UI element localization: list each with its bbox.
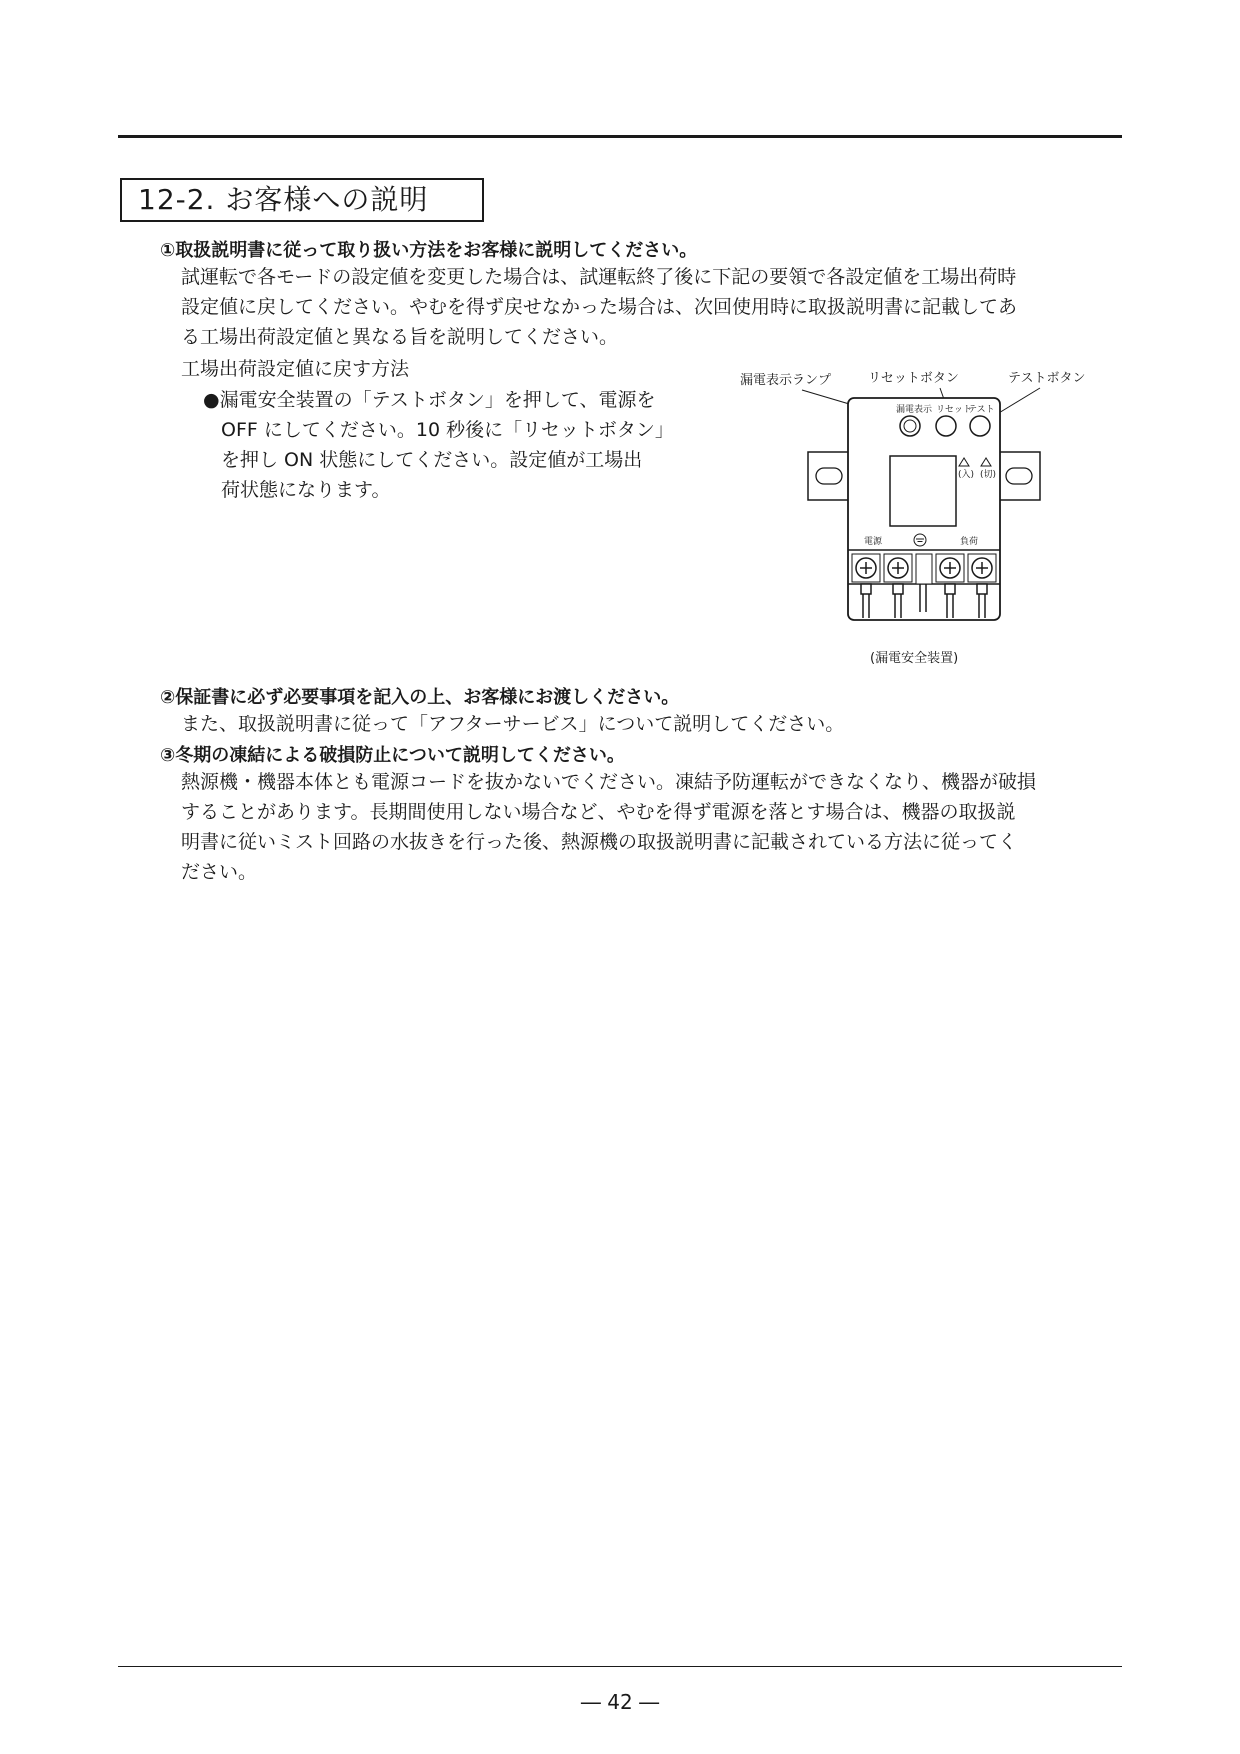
section-title: 12-2. お客様への説明 — [120, 178, 484, 222]
label-test: テストボタン — [1008, 371, 1086, 386]
page-number: ― 42 ― — [580, 1690, 660, 1714]
item1-heading: ①取扱説明書に従って取り扱い方法をお客様に説明してください。 — [160, 240, 698, 261]
item3-line: 明書に従いミスト回路の水抜きを行った後、熱源機の取扱説明書に記載されている方法に従ってく — [181, 831, 1018, 853]
panel-label-lamp: 漏電表示 — [896, 405, 933, 415]
reset-button-icon — [936, 416, 956, 436]
leakage-device-diagram — [740, 360, 1110, 680]
breaker-window — [890, 456, 956, 526]
item1-bullet — [203, 385, 713, 505]
item1-line: 試運転で各モードの設定値を変更した場合は、試運転終了後に下記の要領で各設定値を工場出荷時 — [181, 266, 1017, 288]
item3-line: 熱源機・機器本体とも電源コードを抜かないでください。凍結予防運転ができなくなり、機器が破損 — [181, 771, 1037, 793]
mark-off: (切) — [980, 470, 997, 480]
item3-paragraph — [181, 767, 1127, 887]
bottom-rule — [118, 1666, 1122, 1667]
label-reset: リセットボタン — [868, 371, 959, 386]
item1-subheading: 工場出荷設定値に戻す方法 — [181, 358, 410, 380]
bullet-line: を押し ON 状態にしてください。設定値が工場出 — [221, 449, 643, 471]
diagram-caption: (漏電安全装置) — [870, 651, 959, 666]
item1-line: 設定値に戻してください。やむを得ず戻せなかった場合は、次回使用時に取扱説明書に記載してあ — [181, 296, 1018, 318]
bullet-mark: ● — [203, 389, 220, 411]
item1-line: る工場出荷設定値と異なる旨を説明してください。 — [181, 326, 619, 348]
bullet-line: 荷状態になります。 — [221, 479, 391, 501]
bullet-line: 漏電安全装置の「テストボタン」を押して、電源を — [219, 389, 656, 411]
item2-line: また、取扱説明書に従って「アフターサービス」について説明してください。 — [181, 713, 845, 735]
item3-heading: ③冬期の凍結による破損防止について説明してください。 — [160, 745, 625, 766]
item2-paragraph — [181, 709, 1127, 739]
bullet-line: OFF にしてください。10 秒後に「リセットボタン」 — [221, 419, 674, 441]
ground-icon — [914, 534, 926, 546]
top-rule — [118, 135, 1122, 138]
panel-label-test: テスト — [968, 405, 995, 415]
test-button-icon — [970, 416, 990, 436]
terminal-load: 負荷 — [960, 537, 979, 547]
item2-heading: ②保証書に必ず必要事項を記入の上、お客様にお渡しください。 — [160, 687, 680, 708]
mark-on: (入) — [958, 470, 975, 480]
terminal-power: 電源 — [864, 537, 883, 547]
label-lamp: 漏電表示ランプ — [740, 373, 832, 388]
mounting-ear-left — [808, 452, 850, 500]
mounting-ear-right — [998, 452, 1040, 500]
item1-paragraph — [181, 262, 1127, 352]
panel-label-reset: リセット — [936, 405, 972, 415]
item3-line: ださい。 — [181, 861, 258, 883]
leakage-lamp-icon — [900, 416, 920, 436]
item3-line: することがあります。長期間使用しない場合など、やむを得ず電源を落とす場合は、機器の取扱説 — [181, 801, 1016, 823]
